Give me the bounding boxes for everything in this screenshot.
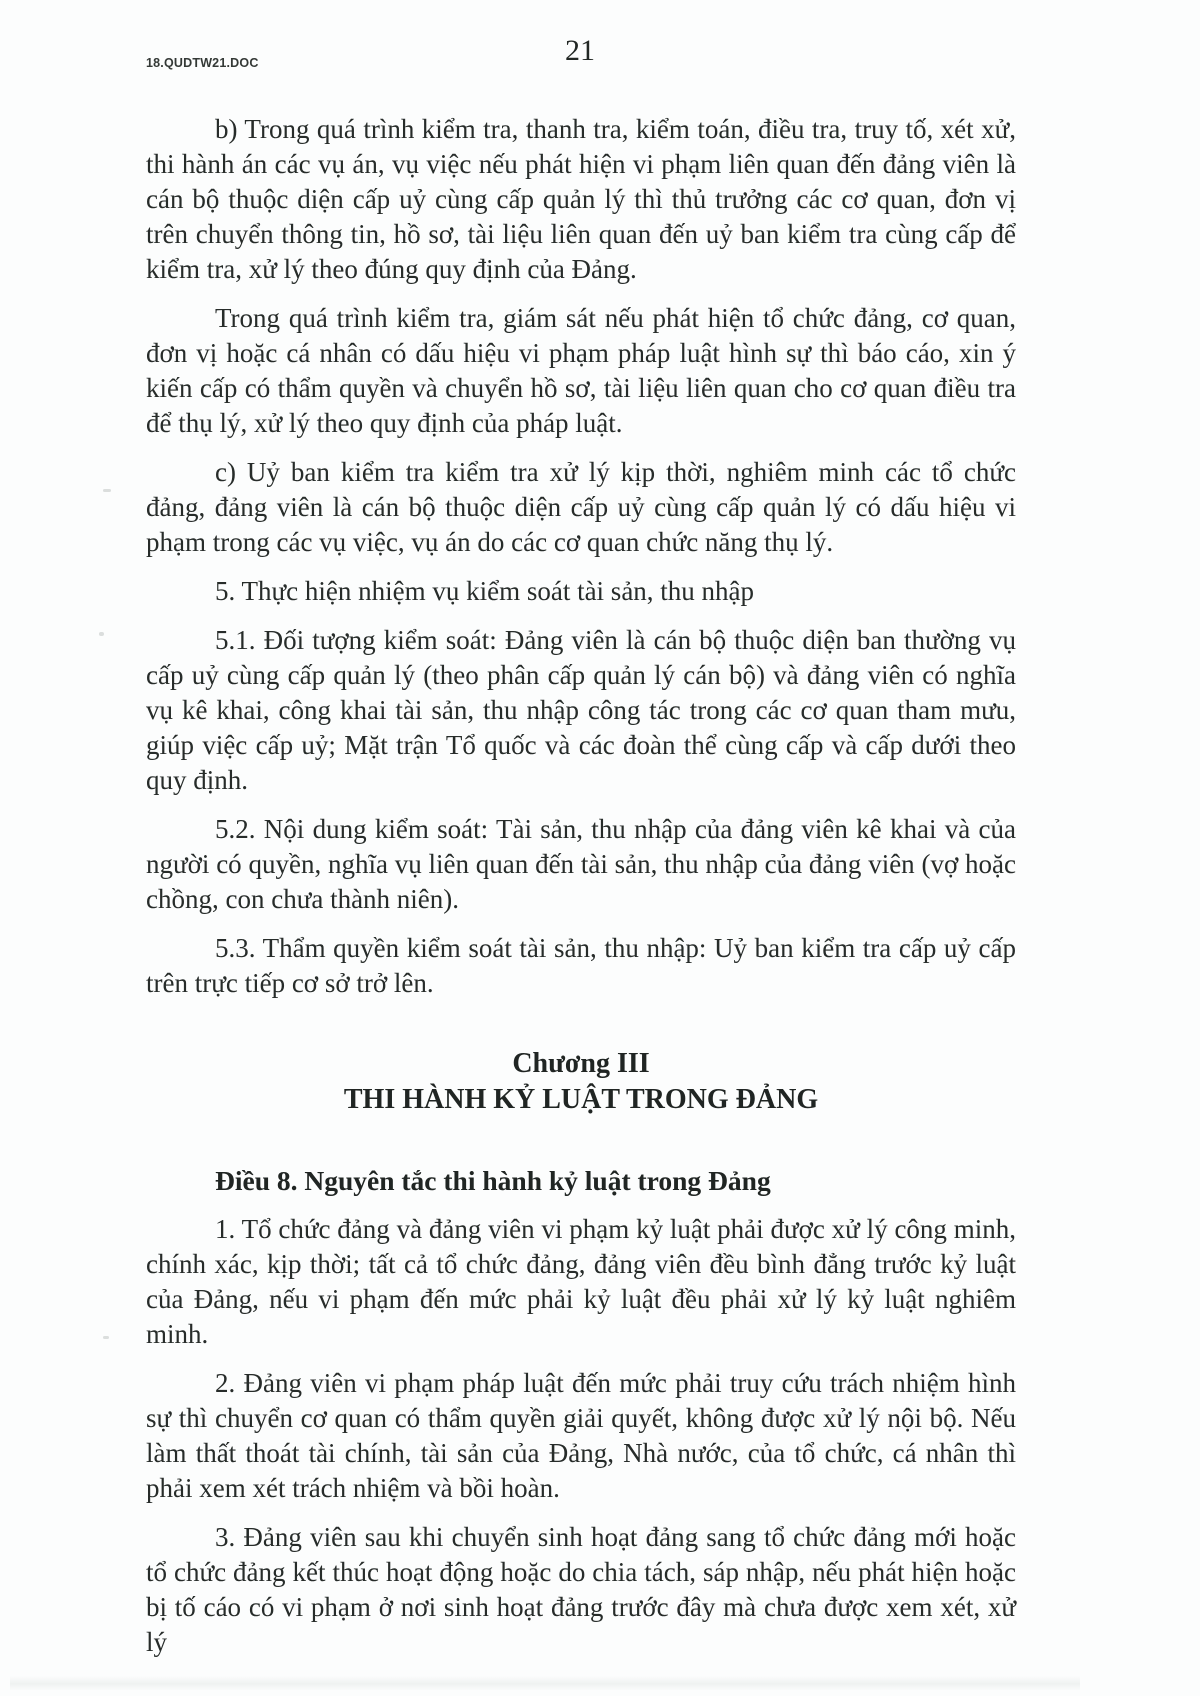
page-body <box>146 112 1016 1674</box>
page-number: 21 <box>565 34 595 67</box>
paragraph-clause-5-3: 5.3. Thẩm quyền kiểm soát tài sản, thu nhập: Uỷ ban kiểm tra cấp uỷ cấp trên trực tiếp cơ sở trở lên. <box>146 933 1016 998</box>
doc-filename-label: 18.QUDTW21.DOC <box>146 56 259 70</box>
paragraph-point-b: b) Trong quá trình kiểm tra, thanh tra, kiểm toán, điều tra, truy tố, xét xử, thi hành án các vụ án, vụ việc nếu phát hiện vi phạm liên quan đến đảng viên là cán bộ thuộc diện cấp uỷ cùng cấp quản lý thì thủ trưởng các cơ quan, đơn vị trên chuyển thông tin, hồ sơ, tài liệu liên quan đến uỷ ban kiểm tra cùng cấp để kiểm tra, xử lý theo đúng quy định của Đảng. <box>146 114 1016 284</box>
paragraph-clause-5-1: 5.1. Đối tượng kiểm soát: Đảng viên là cán bộ thuộc diện ban thường vụ cấp uỷ cùng cấp quản lý (theo phân cấp quản lý cán bộ) và đảng viên có nghĩa vụ kê khai, công khai tài sản, thu nhập công tác trong các cơ quan tham mưu, giúp việc cấp uỷ; Mặt trận Tổ quốc và các đoàn thể cùng cấp và cấp dưới theo quy định. <box>146 625 1016 795</box>
paragraph-article8-clause-2: 2. Đảng viên vi phạm pháp luật đến mức phải truy cứu trách nhiệm hình sự thì chuyển cơ quan có thẩm quyền giải quyết, không được xử lý nội bộ. Nếu làm thất thoát tài chính, tài sản của Đảng, Nhà nước, của tổ chức, cá nhân thì phải xem xét trách nhiệm và bồi hoàn. <box>146 1368 1016 1503</box>
chapter-number: Chương III <box>512 1048 650 1079</box>
scan-artifact <box>103 1336 109 1339</box>
paragraph-clause-5: 5. Thực hiện nhiệm vụ kiểm soát tài sản, thu nhập <box>215 576 755 606</box>
chapter-title: THI HÀNH KỶ LUẬT TRONG ĐẢNG <box>343 1084 819 1115</box>
paragraph-article8-clause-3: 3. Đảng viên sau khi chuyển sinh hoạt đảng sang tổ chức đảng mới hoặc tổ chức đảng kết thúc hoạt động hoặc do chia tách, sáp nhập, nếu phát hiện hoặc bị tố cáo có vi phạm ở nơi sinh hoạt đảng trước đây mà chưa được xem xét, xử lý <box>146 1522 1016 1657</box>
paragraph-clause-5-2: 5.2. Nội dung kiểm soát: Tài sản, thu nhập của đảng viên kê khai và của người có quyền, nghĩa vụ liên quan đến tài sản, thu nhập của đảng viên (vợ hoặc chồng, con chưa thành niên). <box>146 814 1016 914</box>
paragraph-article8-clause-1: 1. Tổ chức đảng và đảng viên vi phạm kỷ luật phải được xử lý công minh, chính xác, kịp thời; tất cả tổ chức đảng, đảng viên đều bình đẳng trước kỷ luật của Đảng, nếu vi phạm đến mức phải kỷ luật đều phải xử lý kỷ luật nghiêm minh. <box>146 1214 1016 1349</box>
paragraph-inspection-process: Trong quá trình kiểm tra, giám sát nếu phát hiện tổ chức đảng, cơ quan, đơn vị hoặc cá nhân có dấu hiệu vi phạm pháp luật hình sự thì báo cáo, xin ý kiến cấp có thẩm quyền và chuyển hồ sơ, tài liệu liên quan cho cơ quan điều tra để thụ lý, xử lý theo quy định của pháp luật. <box>146 303 1016 438</box>
chapter-heading <box>146 1046 1016 1118</box>
article-8-heading: Điều 8. Nguyên tắc thi hành kỷ luật trong Đảng <box>215 1165 771 1196</box>
scan-artifact <box>10 1676 1080 1690</box>
scan-artifact <box>103 489 111 492</box>
scan-artifact <box>99 632 104 636</box>
paragraph-point-c: c) Uỷ ban kiểm tra kiểm tra xử lý kịp thời, nghiêm minh các tổ chức đảng, đảng viên là cán bộ thuộc diện cấp uỷ cùng cấp quản lý có dấu hiệu vi phạm trong các vụ việc, vụ án do các cơ quan chức năng thụ lý. <box>146 457 1016 557</box>
